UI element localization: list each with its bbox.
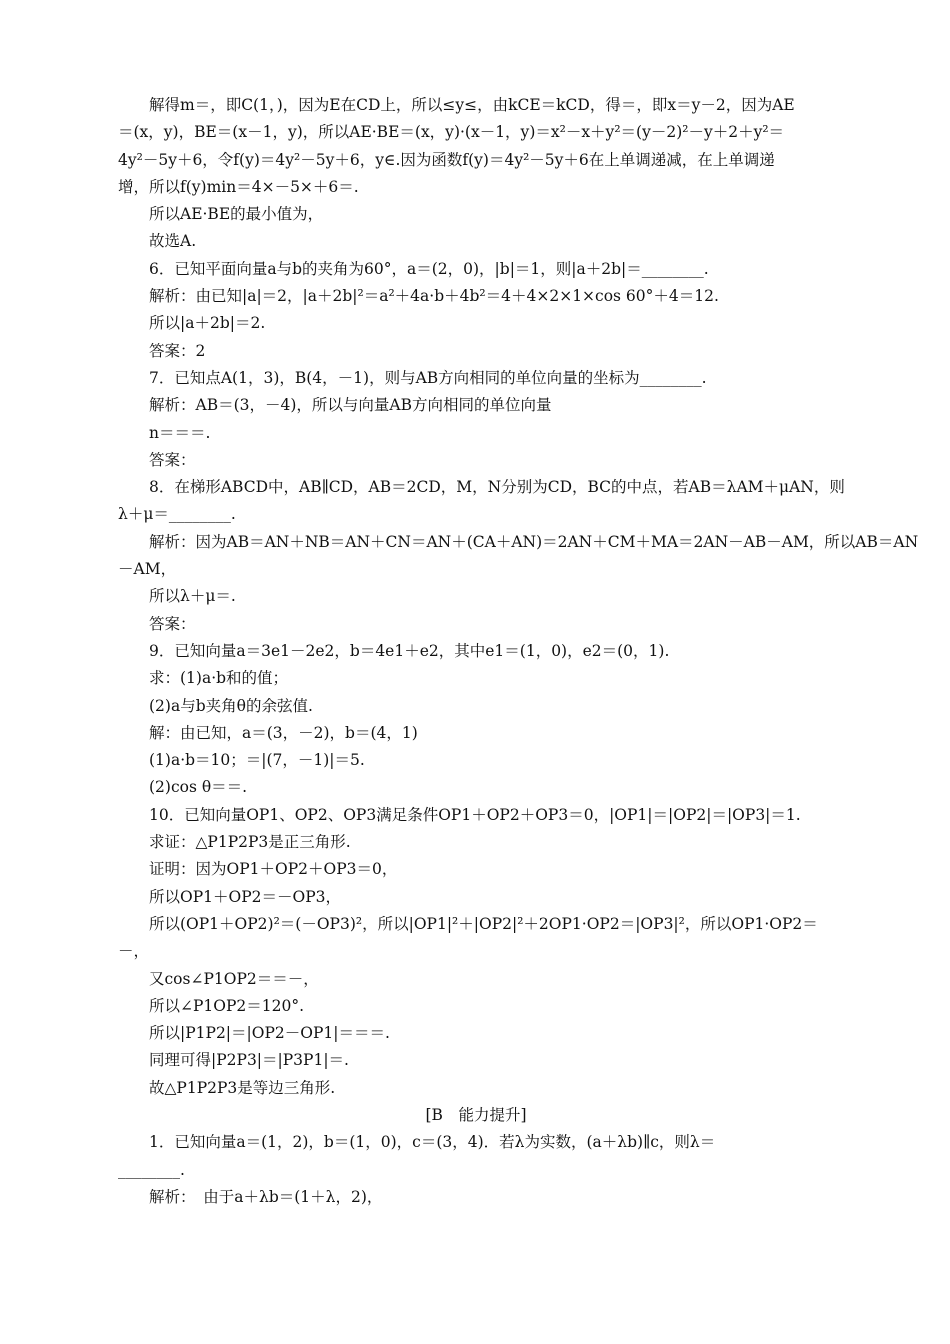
- text-line: 所以|a＋2b|＝2.: [149, 314, 266, 333]
- text-line: 7．已知点A(1，3)，B(4，－1)，则与AB方向相同的单位向量的坐标为________.: [149, 368, 707, 387]
- text-line: 解析： 由于a＋λb＝(1＋λ，2)，: [149, 1187, 383, 1206]
- text-line: (1)a·b＝10；＝|(7，－1)|＝5.: [149, 751, 365, 770]
- text-line: 答案：2: [149, 341, 206, 360]
- text-line: 4y²－5y＋6，令f(y)＝4y²－5y＋6，y∈.因为函数f(y)＝4y²－5y＋6在上单调递减，在上单调递: [118, 150, 775, 169]
- document-page: [118, 92, 919, 1211]
- text-line: 解析：由已知|a|＝2，|a＋2b|²＝a²＋4a·b＋4b²＝4＋4×2×1×cos 60°＋4＝12.: [149, 287, 719, 306]
- text-line: 求证：△P1P2P3是正三角形.: [149, 833, 351, 852]
- text-line: 所以∠P1OP2＝120°.: [149, 996, 305, 1015]
- text-line: λ＋μ＝________.: [118, 505, 236, 524]
- text-line: 增，所以f(y)min＝4×－5×＋6＝.: [118, 177, 359, 196]
- text-line: n＝＝＝.: [149, 423, 211, 442]
- text-line: 故选A.: [149, 232, 197, 251]
- text-line: 所以OP1＋OP2＝－OP3，: [149, 887, 341, 906]
- section-heading: [B 能力提升]: [425, 1105, 527, 1124]
- text-line: 解析：AB＝(3，－4)，所以与向量AB方向相同的单位向量: [149, 396, 552, 415]
- text-line: 同理可得|P2P3|＝|P3P1|＝.: [149, 1051, 349, 1070]
- text-line: ＝(x，y)，BE＝(x－1，y)，所以AE·BE＝(x，y)·(x－1，y)＝x²－x＋y²＝(y－2)²－y＋2＋y²＝: [118, 123, 785, 142]
- text-line: 解：由已知，a＝(3，－2)，b＝(4，1): [149, 723, 418, 742]
- text-line: 故△P1P2P3是等边三角形.: [149, 1078, 336, 1097]
- text-line: 9．已知向量a＝3e1－2e2，b＝4e1＋e2，其中e1＝(1，0)，e2＝(0，1).: [149, 641, 670, 660]
- text-line: (2)a与b夹角θ的余弦值.: [149, 696, 313, 715]
- text-line: 解得m＝，即C(1，)，因为E在CD上，所以≤y≤，由kCE＝kCD，得＝，即x＝y－2，因为AE: [149, 96, 795, 114]
- text-line: 所以AE·BE的最小值为，: [149, 205, 324, 224]
- text-line: 10．已知向量OP1、OP2、OP3满足条件OP1＋OP2＋OP3＝0，|OP1|＝|OP2|＝|OP3|＝1.: [149, 805, 801, 824]
- text-line: 答案：: [149, 614, 196, 633]
- text-line: 8．在梯形ABCD中，AB∥CD，AB＝2CD，M，N分别为CD，BC的中点，若AB＝λAM＋μAN，则: [149, 478, 845, 497]
- text-line: ________.: [118, 1160, 185, 1179]
- text-line: 1．已知向量a＝(1，2)，b＝(1，0)，c＝(3，4)．若λ为实数，(a＋λb)∥c，则λ＝: [149, 1133, 716, 1152]
- text-line: 6．已知平面向量a与b的夹角为60°，a＝(2，0)，|b|＝1，则|a＋2b|＝________.: [149, 259, 709, 278]
- text-line: 答案：: [149, 450, 196, 469]
- text-line: 所以λ＋μ＝.: [149, 587, 236, 606]
- text-line: 所以(OP1＋OP2)²＝(－OP3)²，所以|OP1|²＋|OP2|²＋2OP1·OP2＝|OP3|²，所以OP1·OP2＝: [149, 914, 818, 933]
- text-line: 又cos∠P1OP2＝＝－，: [149, 969, 319, 988]
- text-line: 所以|P1P2|＝|OP2－OP1|＝＝＝.: [149, 1024, 390, 1043]
- text-line: 求：(1)a·b和的值；: [149, 669, 289, 688]
- text-line: (2)cos θ＝＝.: [149, 778, 248, 797]
- text-line: 证明：因为OP1＋OP2＋OP3＝0，: [149, 860, 398, 879]
- text-line: 解析：因为AB＝AN＋NB＝AN＋CN＝AN＋(CA＋AN)＝2AN＋CM＋MA＝2AN－AB－AM，所以AB＝AN: [149, 532, 919, 551]
- text-line: －，: [118, 942, 150, 961]
- text-line: －AM，: [118, 560, 177, 579]
